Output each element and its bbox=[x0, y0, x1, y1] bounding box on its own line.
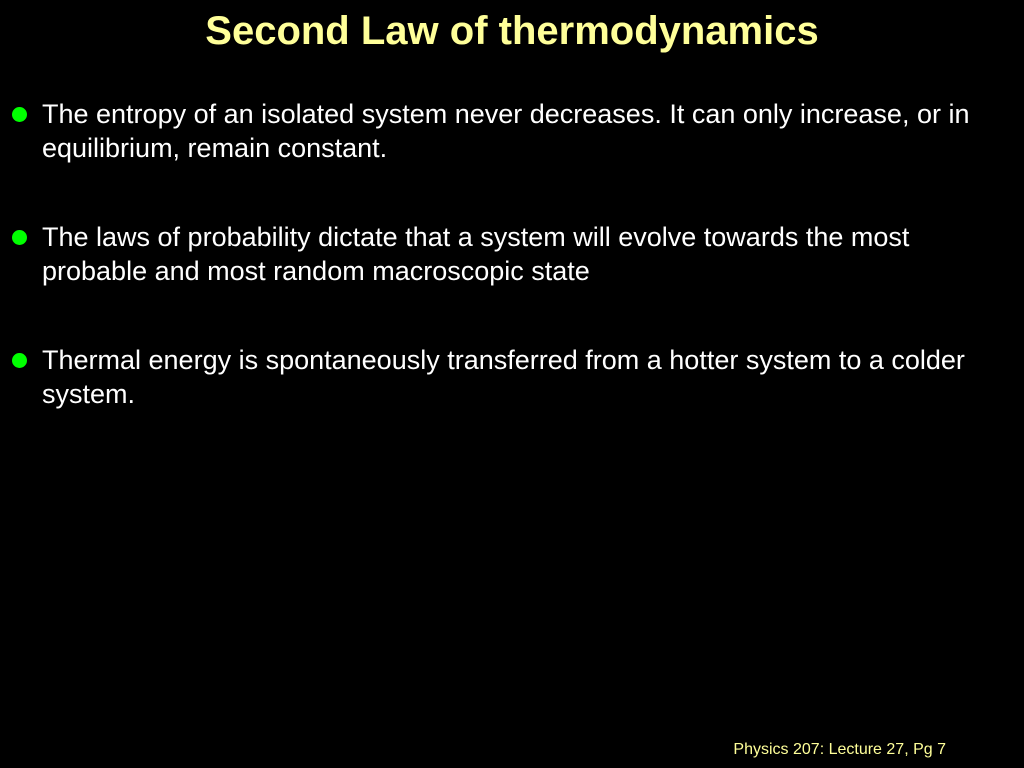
bullet-dot-icon bbox=[12, 107, 27, 122]
bullet-item bbox=[0, 343, 1024, 411]
bullet-item bbox=[0, 97, 1024, 165]
slide-title: Second Law of thermodynamics bbox=[205, 9, 819, 53]
bullet-list bbox=[0, 97, 1024, 466]
bullet-dot-icon bbox=[12, 353, 27, 368]
bullet-text: The entropy of an isolated system never decreases. It can only increase, or in equilibrium, remain constant. bbox=[42, 99, 970, 163]
bullet-item bbox=[0, 220, 1024, 288]
slide-footer: Physics 207: Lecture 27, Pg 7 bbox=[733, 741, 946, 758]
bullet-text: Thermal energy is spontaneously transferred from a hotter system to a colder system. bbox=[42, 345, 965, 409]
bullet-dot-icon bbox=[12, 230, 27, 245]
bullet-text: The laws of probability dictate that a system will evolve towards the most probable and most random macroscopic state bbox=[42, 222, 910, 286]
